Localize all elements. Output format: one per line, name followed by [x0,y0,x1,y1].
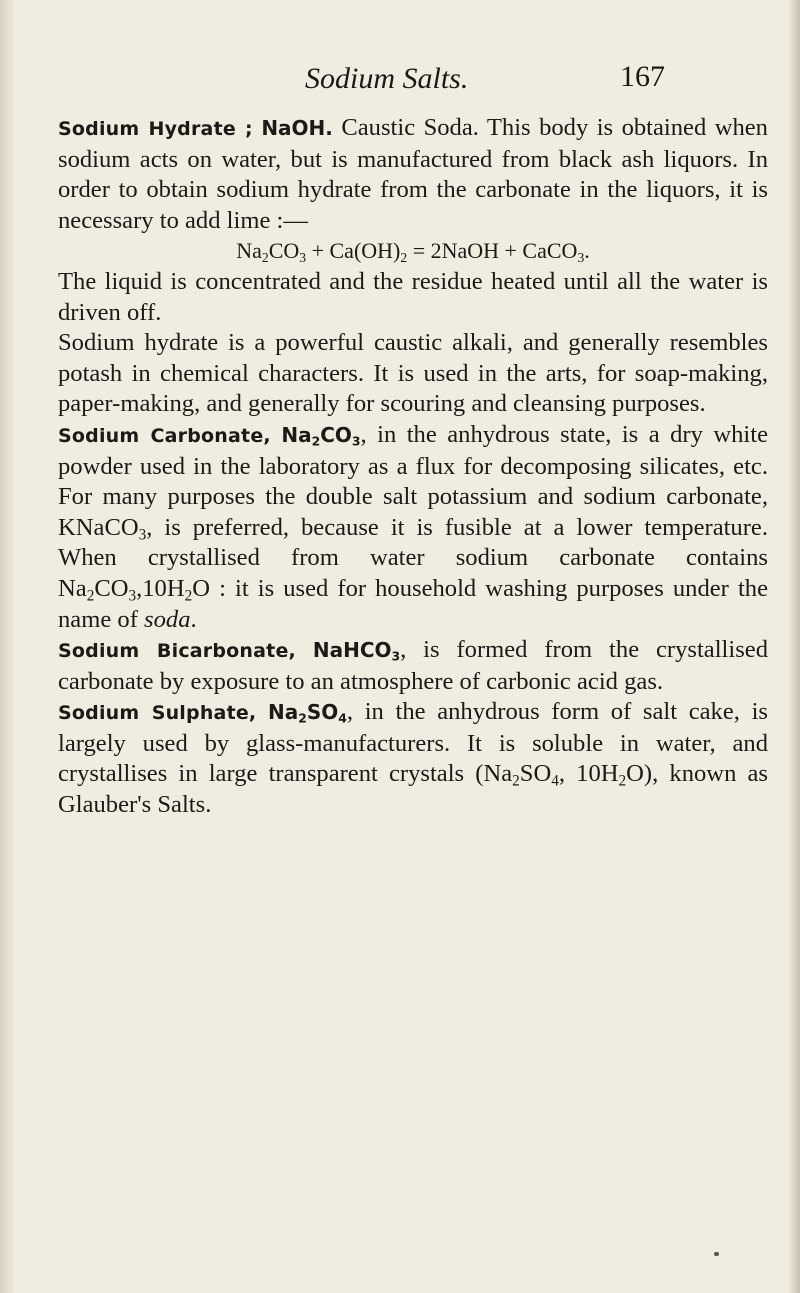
paragraph-text: Caustic Soda. This body is obtained when sodium acts on water, but is manufactured from black ash liquors. In order to obtain sodium hydrate from the carbonate in the liquors, it is necessary to add lime :— [58,114,768,234]
formula-naoh: NaOH. [261,116,333,140]
paragraph-text: , is formed from the crystallised carbonate by exposure to an atmosphere of carbonic acid gas. [58,636,768,695]
formula-subscript: 2 [512,773,520,791]
equation-part: CO [268,238,300,264]
paragraph-text: The liquid is concentrated and the residue heated until all the water is driven off. [58,267,768,326]
paragraph-sodium-sulphate [58,697,768,820]
formula-subscript: 3 [138,526,147,544]
equation-subscript: 3 [577,250,585,266]
heading-sodium-sulphate: Sodium Sulphate, [58,702,257,725]
body-text [58,113,768,821]
page-edge-left [0,0,14,1293]
paragraph-text: . [190,605,197,633]
formula-subscript: 2 [298,711,307,726]
page-header [0,62,800,102]
heading-sodium-bicarbonate: Sodium Bicarbonate, [58,640,296,663]
equation-part: . [584,238,590,264]
paragraph-text: , in the anhydrous state, is a dry white powder used in the laboratory as a flux for decomposing silicates, etc. For many purposes the double salt potassium and sodium carbonate, KNaCO [58,420,769,541]
page-number: 167 [620,60,665,93]
formula-subscript: 4 [551,773,559,791]
formula-na2so4 [268,700,347,724]
paragraph-liquid [58,267,768,328]
paragraph-text: O : it is used for household washing purposes under the name of [58,574,768,633]
formula-na2co3 [281,423,360,447]
formula-subscript: 2 [311,433,321,449]
paragraph-sodium-hydrate [58,113,768,236]
formula-part: SO [306,700,339,725]
chemical-equation [58,236,768,267]
equation-part: = 2NaOH + CaCO [407,238,578,264]
paragraph-text: , 10H [558,760,619,788]
formula-part: CO [320,422,352,447]
formula-subscript: 3 [128,587,137,605]
paragraph-sodium-carbonate [58,420,768,635]
equation-subscript: 2 [261,250,269,266]
heading-sodium-carbonate: Sodium Carbonate, [58,424,271,447]
heading-sodium-hydrate: Sodium Hydrate ; [58,118,253,140]
formula-part: Na [281,422,312,447]
equation-subscript: 2 [400,250,408,266]
formula-part: NaHCO [312,638,392,663]
formula-subscript: 3 [351,433,361,449]
paragraph-text: Sodium hydrate is a powerful caustic alkali, and generally resembles potash in chemical characters. It is used in the arts, for soap-making, paper-making, and generally for scouring and cleansing purposes. [58,329,768,418]
paragraph-properties [58,328,768,420]
formula-subscript: 2 [618,773,627,791]
paragraph-sodium-bicarbonate [58,635,768,697]
paragraph-text: SO [519,760,552,788]
formula-nahco3 [313,638,400,662]
equation-part: + Ca(OH) [306,238,401,264]
italic-soda: soda [144,605,191,633]
running-title: Sodium Salts. [305,62,469,95]
paragraph-text: , in the anhydrous form of salt cake, is largely used by glass-manufacturers. It is soluble in water, and crystallises in large transparent crystals (Na [58,698,768,788]
paragraph-text: ,10H [136,574,185,602]
formula-subscript: 2 [86,587,95,605]
formula-subscript: 2 [184,587,193,605]
ink-speck [714,1252,719,1256]
paragraph-text: , is preferred, because it is fusible at a lower temperature. When crystallised from water sodium carbonate contains Na [58,513,768,602]
formula-subscript: 4 [338,711,347,726]
equation-subscript: 3 [299,250,307,266]
equation-part: Na [236,238,262,264]
paragraph-text: CO [94,574,129,602]
formula-subscript: 3 [391,648,401,664]
page-edge-right [788,0,800,1293]
formula-part: Na [268,700,299,725]
paragraph-text: O), known as Glauber's Salts. [58,760,769,819]
